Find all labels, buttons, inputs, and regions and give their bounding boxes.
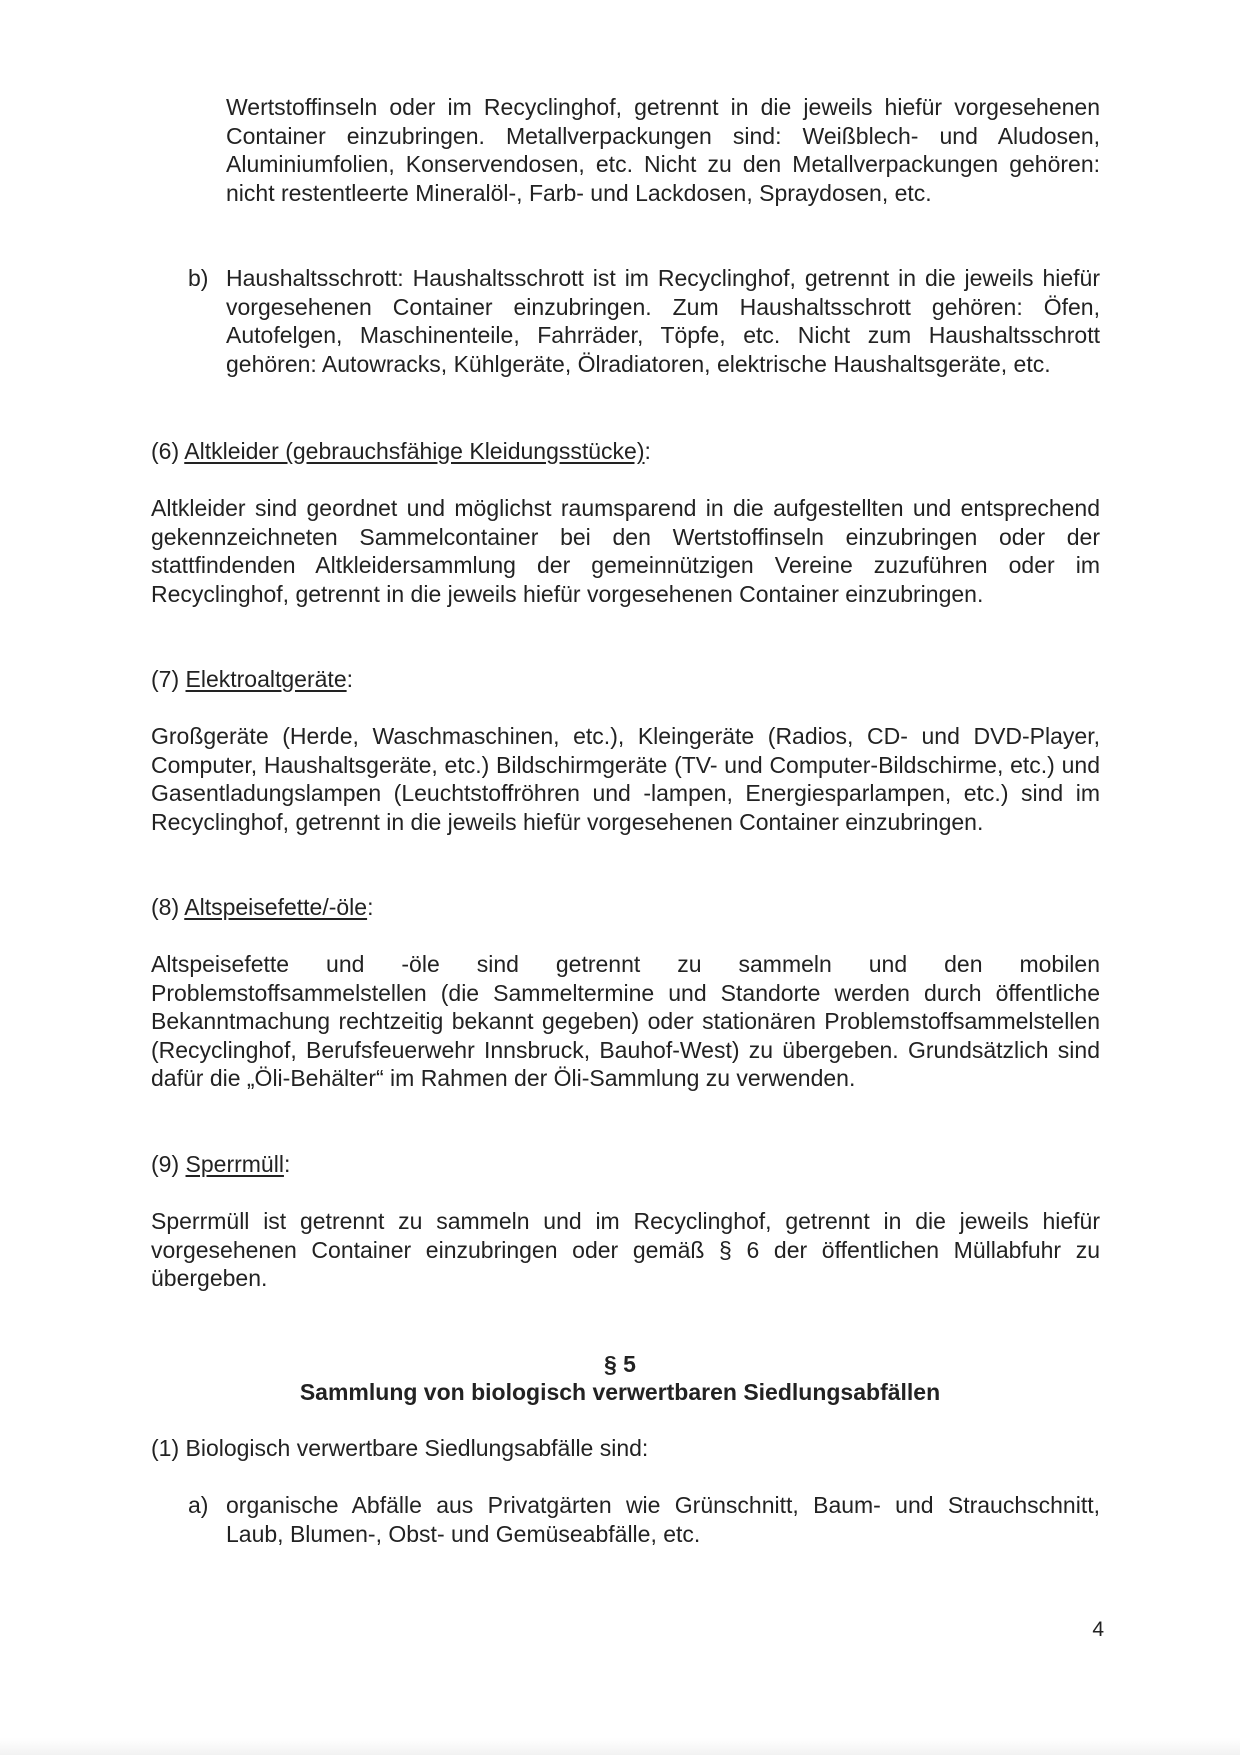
paragraph-5-clause-1: (1) Biologisch verwertbare Siedlungsabfälle sind: [151,1435,649,1461]
section-6-number: (6) [151,438,180,464]
section-9-heading [151,1150,290,1179]
paragraph-5-title: Sammlung von biologisch verwertbaren Siedlungsabfällen [299,1379,941,1405]
section-7-title: Elektroaltgeräte [185,666,347,692]
paragraph-5-sign: § 5 [604,1351,636,1377]
section-8-body: Altspeisefette und -öle sind getrennt zu sammeln und den mobilen Problemstoffsammelstellen (die Sammeltermine und Standorte werden durch öffentliche Bekanntmachung rechtzeitig bekannt gegeben) oder stationären Problemstoffsammelstellen (Recyclinghof, Berufsfeuerwehr Innsbruck, Bauhof-West) zu übergeben. Grundsätzlich sind dafür die „Öli-Behälter“ im Rahmen der Öli-Sammlung zu verwenden. [151,951,1100,1091]
scan-bottom-edge [0,1738,1240,1755]
section-9-title: Sperrmüll [185,1151,284,1177]
section-8-suffix: : [367,894,374,920]
intro-paragraph: Wertstoffinseln oder im Recyclinghof, getrennt in die jeweils hiefür vorgesehenen Container einzubringen. Metallverpackungen sind: Weißblech- und Aludosen, Aluminiumfolien, Konservendosen, etc. Nicht zu den Metallverpackungen gehören: nicht restentleerte Mineralöl-, Farb- und Lackdosen, Spraydosen, etc. [226,94,1100,206]
section-8-number: (8) [151,894,180,920]
section-8-heading [151,893,373,922]
item-a-text: organische Abfälle aus Privatgärten wie Grünschnitt, Baum- und Strauchschnitt, Laub, Blumen-, Obst- und Gemüseabfälle, etc. [226,1492,1100,1547]
section-6-title: Altkleider (gebrauchsfähige Kleidungsstücke) [184,438,645,464]
item-a-marker: a) [188,1492,209,1518]
section-7-body: Großgeräte (Herde, Waschmaschinen, etc.), Kleingeräte (Radios, CD- und DVD-Player, Computer, Haushaltsgeräte, etc.) Bildschirmgeräte (TV- und Computer-Bildschirme, etc.) und Gasentladungslampen (Leuchtstoffröhren und -lampen, Energiesparlampen, etc.) sind im Recyclinghof, getrennt in die jeweils hiefür vorgesehenen Container einzubringen. [151,723,1100,835]
section-8-title: Altspeisefette/-öle [184,894,368,920]
page-number: 4 [1092,1618,1104,1641]
section-9-number: (9) [151,1151,180,1177]
section-7-number: (7) [151,666,180,692]
section-9-suffix: : [283,1151,291,1177]
section-9-body: Sperrmüll ist getrennt zu sammeln und im Recyclinghof, getrennt in die jeweils hiefür vorgesehenen Container einzubringen oder gemäß § 6 der öffentlichen Müllabfuhr zu übergeben. [151,1208,1100,1291]
section-7-heading [151,665,353,694]
section-7-suffix: : [346,666,353,692]
section-6-suffix: : [644,438,651,464]
item-b-text: Haushaltsschrott: Haushaltsschrott ist im Recyclinghof, getrennt in die jeweils hiefür vorgesehenen Container einzubringen. Zum Haushaltsschrott gehören: Öfen, Autofelgen, Maschinenteile, Fahrräder, Töpfe, etc. Nicht zum Haushaltsschrott gehören: Autowracks, Kühlgeräte, Ölradiatoren, elektrische Haushaltsgeräte, etc. [226,265,1100,377]
item-b-marker: b) [188,265,209,291]
section-6-body: Altkleider sind geordnet und möglichst raumsparend in die aufgestellten und entsprechend gekennzeichneten Sammelcontainer bei den Wertstoffinseln einzubringen oder der stattfindenden Altkleidersammlung der gemeinnützigen Vereine zuzuführen oder im Recyclinghof, getrennt in die jeweils hiefür vorgesehenen Container einzubringen. [151,495,1100,607]
section-6-heading [151,437,651,466]
